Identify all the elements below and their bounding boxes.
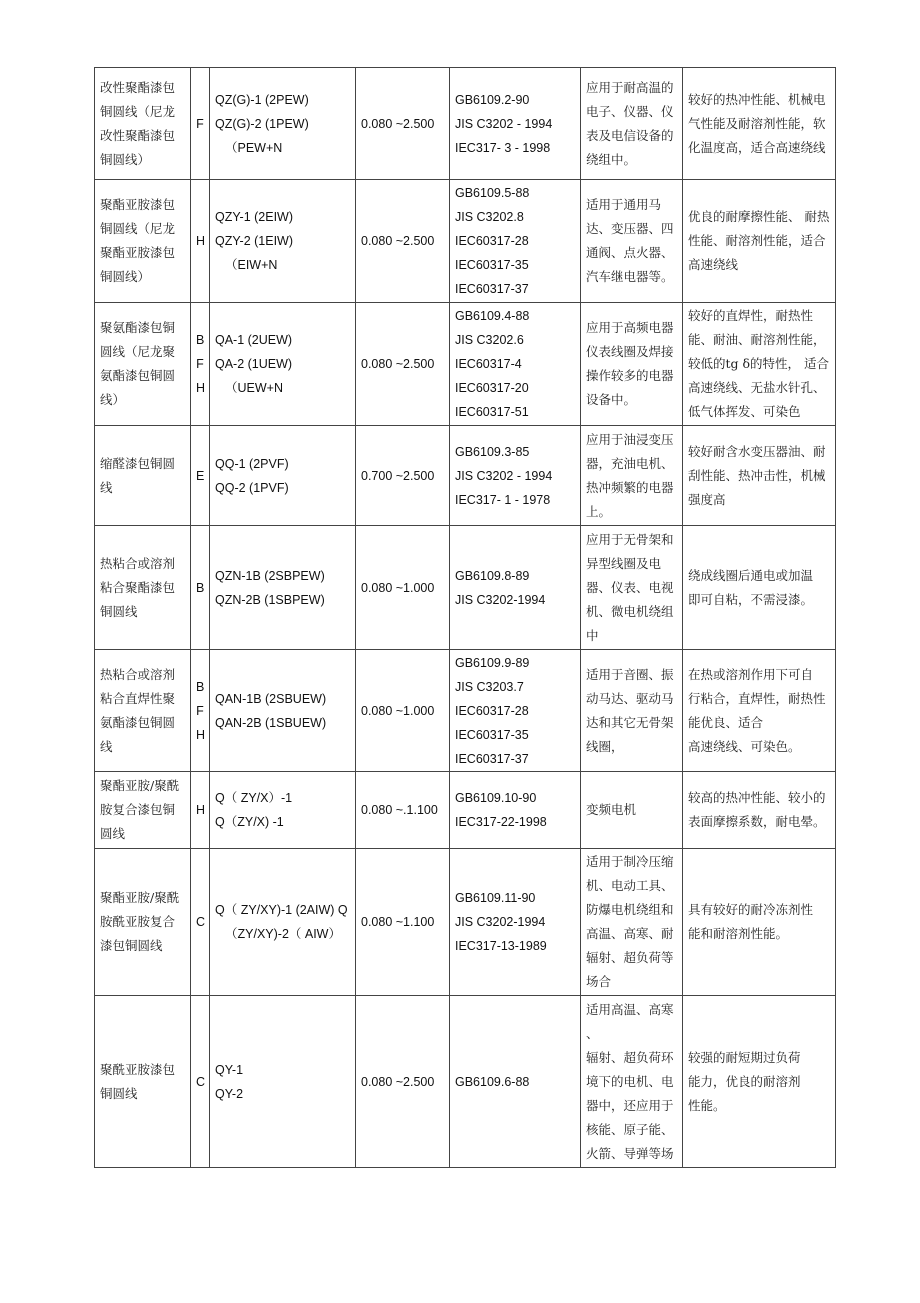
std-line: IEC60317-37: [455, 751, 529, 766]
dia-cell: 0.080 ~2.500: [356, 996, 450, 1168]
model-line: QZY-1 (2EIW): [215, 210, 294, 224]
name-line: 圆线: [100, 826, 126, 841]
std-cell: [450, 180, 581, 303]
feat-line: 强度高: [688, 491, 726, 507]
cls-line: C: [196, 915, 206, 929]
feat-cell: [683, 772, 836, 849]
name-line: 线）: [100, 392, 126, 407]
std-line: IEC317- 3 - 1998: [455, 140, 551, 155]
app-line: 绕组中。: [586, 151, 637, 167]
feat-line: 即可自粘，不需浸漆。: [688, 591, 814, 607]
table-row: [95, 650, 836, 772]
name-line: 氨酯漆包铜圆: [100, 368, 176, 383]
model-line: QAN-2B (1SBUEW): [215, 715, 327, 730]
app-line: 器、仪表、电视: [586, 579, 674, 595]
name-line: 铜圆线: [100, 1085, 138, 1101]
std-line: IEC317-22-1998: [455, 815, 547, 829]
app-line: 汽车继电器等。: [586, 269, 674, 284]
model-cell: [210, 772, 356, 849]
model-cell: [210, 849, 356, 996]
model-line: QA-1 (2UEW): [215, 333, 293, 347]
model-cell: [210, 526, 356, 650]
name-line: 胺酰亚胺复合: [100, 914, 176, 929]
model-cell: [210, 426, 356, 526]
feat-line: 较强的耐短期过负荷: [688, 1049, 801, 1065]
app-cell: [581, 303, 683, 426]
table-row: [95, 68, 836, 180]
feat-line: 绕成线圈后通电或加温: [688, 567, 814, 583]
feat-cell: [683, 526, 836, 650]
app-line: 异型线圈及电: [586, 555, 662, 571]
app-line: 变频电机: [586, 802, 637, 817]
feat-cell: [683, 849, 836, 996]
app-line: 境下的电机、电: [586, 1073, 674, 1089]
name-line: 铜圆线: [100, 603, 138, 619]
app-line: 核能、原子能、: [586, 1121, 674, 1137]
std-line: JIS C3202 - 1994: [455, 468, 553, 483]
model-line: QZN-1B (2SBPEW): [215, 568, 325, 583]
model-line: QZ(G)-2 (1PEW): [215, 116, 309, 131]
app-cell: [581, 180, 683, 303]
app-cell: [581, 526, 683, 650]
name-line: 热粘合或溶剂: [100, 555, 176, 571]
feat-line: 气性能及耐溶剂性能，软: [688, 115, 826, 131]
dia-cell: 0.080 ~2.500: [356, 180, 450, 303]
name-line: 线: [100, 479, 113, 495]
std-cell: [450, 849, 581, 996]
std-line: GB6109.2-90: [455, 92, 530, 107]
std-line: JIS C3202 - 1994: [455, 116, 553, 131]
app-line: 线圈，: [586, 738, 624, 754]
table-row: [95, 849, 836, 996]
model-line: QQ-2 (1PVF): [215, 480, 289, 495]
std-line: GB6109.5-88: [455, 186, 530, 200]
std-cell: [450, 650, 581, 772]
name-line: 粘合直焊性聚: [100, 690, 176, 706]
name-line: 缩醛漆包铜圆: [100, 455, 176, 471]
table-row: [95, 426, 836, 526]
model-line: QZ(G)-1 (2PEW): [215, 92, 309, 107]
feat-cell: [683, 303, 836, 426]
table-row: [95, 526, 836, 650]
feat-line: 刮性能、热冲击性，机械: [688, 467, 826, 483]
std-cell: [450, 68, 581, 180]
name-cell: [95, 68, 191, 180]
name-cell: [95, 849, 191, 996]
name-line: 铜圆线）: [100, 151, 151, 167]
app-line: 应用于耐高温的: [586, 79, 674, 95]
feat-cell: [683, 426, 836, 526]
app-line: 适用于通用马: [586, 197, 662, 212]
cls-cell: [191, 849, 210, 996]
name-cell: [95, 650, 191, 772]
std-line: GB6109.4-88: [455, 309, 530, 323]
model-line: QZY-2 (1EIW): [215, 234, 294, 248]
app-line: 器中，还应用于: [586, 1097, 674, 1113]
cls-cell: [191, 426, 210, 526]
model-cell: [210, 650, 356, 772]
name-line: 聚酯亚胺/聚酰: [100, 778, 180, 793]
model-line: Q（ZY/X) -1: [215, 815, 284, 829]
model-cell: [210, 996, 356, 1168]
name-line: 聚酯亚胺漆包: [100, 245, 176, 260]
cls-cell: [191, 303, 210, 426]
model-line: QY-2: [215, 1086, 244, 1101]
feat-cell: [683, 180, 836, 303]
cls-line: B: [196, 333, 205, 347]
feat-line: 高速绕线、可染色。: [688, 738, 801, 754]
dia-cell: 0.080 ~2.500: [356, 303, 450, 426]
feat-line: 性能、耐溶剂性能，适合: [688, 233, 826, 248]
app-line: 表及电信设备的: [586, 127, 674, 143]
cls-line: H: [196, 381, 206, 395]
app-line: 操作较多的电器: [586, 368, 674, 383]
cls-line: F: [196, 357, 204, 371]
feat-cell: [683, 996, 836, 1168]
cls-line: C: [196, 1074, 206, 1089]
model-cell: [210, 68, 356, 180]
feat-cell: [683, 68, 836, 180]
std-line: GB6109.9-89: [455, 655, 530, 670]
std-cell: [450, 303, 581, 426]
std-cell: [450, 526, 581, 650]
app-line: 、: [586, 1025, 599, 1041]
std-line: JIS C3202-1994: [455, 915, 546, 929]
model-line: QZN-2B (1SBPEW): [215, 592, 325, 607]
name-cell: [95, 996, 191, 1168]
cls-cell: [191, 650, 210, 772]
app-cell: [581, 650, 683, 772]
cls-cell: [191, 68, 210, 180]
feat-line: 较好的直焊性，耐热性: [688, 308, 814, 323]
std-line: IEC60317-35: [455, 727, 529, 742]
table-row: [95, 772, 836, 849]
app-line: 设备中。: [586, 392, 637, 407]
app-line: 器，充油电机、: [586, 455, 674, 471]
model-line: QAN-1B (2SBUEW): [215, 691, 327, 706]
name-line: 改性聚酯漆包: [100, 127, 176, 143]
cls-line: F: [196, 116, 204, 131]
spec-table: [94, 67, 836, 1168]
app-line: 防爆电机绕组和: [586, 902, 674, 917]
feat-line: 行粘合，直焊性，耐热性: [688, 690, 826, 706]
std-line: JIS C3202-1994: [455, 592, 546, 607]
app-line: 适用于音圈、振: [586, 666, 674, 682]
model-line: （ZY/XY)-2（ AIW）: [225, 927, 341, 941]
feat-line: 具有较好的耐冷冻剂性: [688, 902, 814, 917]
feat-line: 性能。: [688, 1097, 726, 1113]
app-line: 应用于油浸变压: [586, 431, 674, 447]
cls-cell: [191, 772, 210, 849]
name-line: 聚氨酯漆包铜: [100, 320, 176, 335]
name-line: 漆包铜圆线: [100, 938, 163, 953]
app-line: 辐射、超负荷等: [586, 950, 674, 965]
app-line: 上。: [586, 503, 612, 519]
name-line: 聚酰亚胺漆包: [100, 1061, 176, 1077]
cls-line: E: [196, 468, 205, 483]
dia-cell: 0.080 ~1.000: [356, 650, 450, 772]
app-line: 仪表线圈及焊接: [586, 344, 674, 359]
model-line: Q（ ZY/XY)-1 (2AIW) Q: [215, 903, 348, 917]
model-cell: [210, 180, 356, 303]
model-line: QA-2 (1UEW): [215, 357, 293, 371]
feat-line: 表面摩擦系数，耐电晕。: [688, 814, 826, 829]
feat-line: 能和耐溶剂性能。: [688, 926, 789, 941]
app-cell: [581, 68, 683, 180]
name-line: 粘合聚酯漆包: [100, 579, 176, 595]
app-cell: [581, 849, 683, 996]
dia-cell: 0.080 ~2.500: [356, 68, 450, 180]
app-line: 中: [586, 627, 599, 643]
app-line: 适用于制冷压缩: [586, 854, 674, 869]
std-line: GB6109.11-90: [455, 891, 536, 905]
std-line: GB6109.3-85: [455, 444, 530, 459]
cls-cell: [191, 180, 210, 303]
app-cell: [581, 996, 683, 1168]
feat-cell: [683, 650, 836, 772]
app-line: 达、变压器、四: [586, 221, 674, 236]
std-line: JIS C3203.7: [455, 679, 524, 694]
app-line: 应用于无骨架和: [586, 531, 674, 547]
std-cell: [450, 772, 581, 849]
name-line: 铜圆线）: [100, 269, 151, 284]
model-line: （PEW+N: [225, 140, 283, 155]
dia-cell: 0.080 ~.1.100: [356, 772, 450, 849]
cls-line: F: [196, 703, 204, 718]
app-line: 达和其它无骨架: [586, 714, 674, 730]
model-line: Q（ ZY/X）-1: [215, 791, 293, 805]
name-cell: [95, 772, 191, 849]
name-line: 铜圆线（尼龙: [100, 103, 176, 119]
name-cell: [95, 303, 191, 426]
std-line: IEC60317-51: [455, 405, 529, 419]
table-row: [95, 996, 836, 1168]
std-line: GB6109.10-90: [455, 791, 537, 805]
app-line: 动马达、驱动马: [586, 690, 674, 706]
name-line: 改性聚酯漆包: [100, 79, 176, 95]
model-line: （EIW+N: [225, 258, 278, 272]
table-row: [95, 303, 836, 426]
app-line: 电子、仪器、仪: [586, 103, 674, 119]
cls-cell: [191, 996, 210, 1168]
app-line: 应用于高频电器: [586, 320, 674, 335]
feat-line: 较低的tg δ的特性， 适合: [688, 356, 829, 371]
app-line: 火箭、导弹等场: [586, 1145, 674, 1161]
name-line: 铜圆线（尼龙: [100, 221, 176, 236]
app-line: 机、微电机绕组: [586, 603, 674, 619]
std-line: GB6109.6-88: [455, 1074, 530, 1089]
cls-cell: [191, 526, 210, 650]
name-line: 聚酯亚胺/聚酰: [100, 890, 180, 905]
feat-line: 在热或溶剂作用下可自: [688, 666, 814, 682]
model-cell: [210, 303, 356, 426]
name-line: 聚酯亚胺漆包: [100, 197, 176, 212]
std-line: IEC60317-28: [455, 703, 529, 718]
feat-line: 能、耐油、耐溶剂性能，: [688, 332, 826, 347]
feat-line: 较好耐含水变压器油、耐: [688, 443, 826, 459]
feat-line: 优良的耐摩擦性能、 耐热: [688, 209, 830, 224]
name-line: 圆线（尼龙聚: [100, 344, 176, 359]
feat-line: 能优良、适合: [688, 714, 764, 730]
model-line: QY-1: [215, 1062, 244, 1077]
app-line: 高温、高寒、耐: [586, 926, 674, 941]
app-line: 机、电动工具、: [586, 878, 674, 893]
std-cell: [450, 426, 581, 526]
app-line: 通阀、点火器、: [586, 245, 674, 260]
feat-line: 高速绕线、无盐水针孔、: [688, 380, 826, 395]
model-line: QQ-1 (2PVF): [215, 456, 289, 471]
name-line: 胺复合漆包铜: [100, 802, 176, 817]
cls-line: B: [196, 679, 205, 694]
table-row: [95, 180, 836, 303]
std-line: GB6109.8-89: [455, 568, 530, 583]
std-line: IEC60317-37: [455, 282, 529, 296]
feat-line: 较好的热冲性能、机械电: [688, 91, 826, 107]
name-line: 热粘合或溶剂: [100, 666, 176, 682]
std-line: JIS C3202.6: [455, 333, 524, 347]
std-line: IEC60317-4: [455, 357, 522, 371]
feat-line: 高速绕线: [688, 257, 739, 272]
dia-cell: 0.080 ~1.100: [356, 849, 450, 996]
std-line: IEC60317-28: [455, 234, 529, 248]
app-line: 热冲频繁的电器: [586, 479, 674, 495]
std-line: IEC60317-20: [455, 381, 529, 395]
app-cell: [581, 772, 683, 849]
cls-line: H: [196, 803, 206, 817]
app-line: 适用高温、高寒: [586, 1001, 674, 1017]
cls-line: H: [196, 727, 206, 742]
name-line: 线: [100, 738, 113, 754]
std-line: IEC317-13-1989: [455, 939, 547, 953]
dia-cell: 0.080 ~1.000: [356, 526, 450, 650]
std-line: IEC317- 1 - 1978: [455, 492, 551, 507]
model-line: （UEW+N: [225, 381, 283, 395]
name-cell: [95, 426, 191, 526]
std-cell: [450, 996, 581, 1168]
feat-line: 低气体挥发、可染色: [688, 404, 801, 419]
feat-line: 化温度高，适合高速绕线: [688, 139, 826, 155]
name-cell: [95, 180, 191, 303]
cls-line: B: [196, 580, 205, 595]
spec-table-body: [95, 68, 836, 1168]
cls-line: H: [196, 234, 206, 248]
name-cell: [95, 526, 191, 650]
name-line: 氨酯漆包铜圆: [100, 714, 176, 730]
std-line: JIS C3202.8: [455, 210, 524, 224]
std-line: IEC60317-35: [455, 258, 529, 272]
app-line: 场合: [586, 974, 612, 989]
feat-line: 较高的热冲性能、较小的: [688, 790, 826, 805]
feat-line: 能力，优良的耐溶剂: [688, 1073, 801, 1089]
dia-cell: 0.700 ~2.500: [356, 426, 450, 526]
app-cell: [581, 426, 683, 526]
app-line: 辐射、超负荷环: [586, 1049, 674, 1065]
